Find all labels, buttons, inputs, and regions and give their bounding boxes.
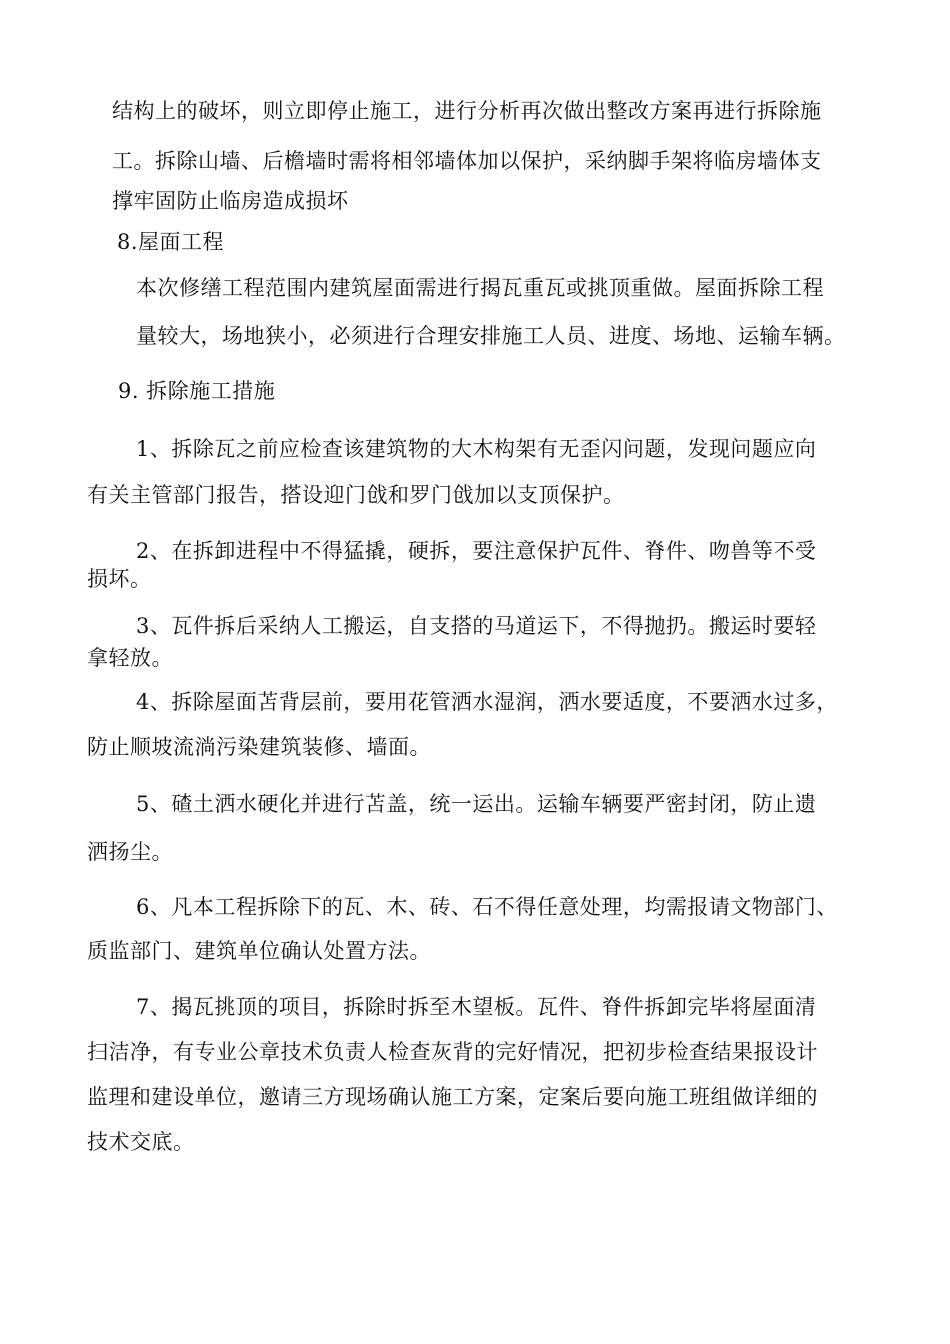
section-8-heading: 8.屋面工程 (117, 230, 225, 254)
item-3-line-2: 拿轻放。 (87, 646, 173, 670)
item-1-line-1: 1、拆除瓦之前应检查该建筑物的大木构架有无歪闪问题，发现问题应向 (136, 437, 817, 461)
item-7-line-4: 技术交底。 (87, 1130, 195, 1154)
item-2-line-1: 2、在拆卸进程中不得猛撬，硬拆，要注意保护瓦件、脊件、吻兽等不受 (136, 539, 817, 563)
item-4-line-2: 防止顺坡流淌污染建筑装修、墙面。 (87, 735, 431, 759)
intro-line-3: 撑牢固防止临房造成损坏 (112, 189, 349, 213)
section-8-line-1: 本次修缮工程范围内建筑屋面需进行揭瓦重瓦或挑顶重做。屋面拆除工程 (136, 276, 824, 300)
item-4-line-1: 4、拆除屋面苫背层前，要用花管洒水湿润，洒水要适度，不要洒水过多， (136, 690, 838, 714)
intro-line-1: 结构上的破坏，则立即停止施工，进行分析再次做出整改方案再进行拆除施 (112, 99, 822, 123)
intro-line-2: 工。拆除山墙、后檐墙时需将相邻墙体加以保护，采纳脚手架将临房墙体支 (112, 149, 822, 173)
item-7-line-3: 监理和建设单位，邀请三方现场确认施工方案，定案后要向施工班组做详细的 (87, 1085, 818, 1109)
item-7-line-2: 扫洁净，有专业公章技术负责人检查灰背的完好情况，把初步检查结果报设计 (87, 1040, 818, 1064)
item-5-line-2: 洒扬尘。 (87, 840, 173, 864)
item-2-line-2: 损坏。 (87, 567, 152, 591)
section-8-line-2: 量较大，场地狭小，必须进行合理安排施工人员、进度、场地、运输车辆。 (136, 324, 846, 348)
item-7-line-1: 7、揭瓦挑顶的项目，拆除时拆至木望板。瓦件、脊件拆卸完毕将屋面清 (136, 995, 817, 1019)
item-1-line-2: 有关主管部门报告，搭设迎门戗和罗门戗加以支顶保护。 (87, 483, 625, 507)
item-5-line-1: 5、碴土洒水硬化并进行苫盖，统一运出。运输车辆要严密封闭，防止遗 (136, 792, 817, 816)
item-3-line-1: 3、瓦件拆后采纳人工搬运，自支搭的马道运下，不得抛扔。搬运时要轻 (136, 614, 817, 638)
item-6-line-1: 6、凡本工程拆除下的瓦、木、砖、石不得任意处理，均需报请文物部门、 (136, 895, 838, 919)
section-9-heading: 9. 拆除施工措施 (118, 379, 276, 403)
item-6-line-2: 质监部门、建筑单位确认处置方法。 (87, 939, 431, 963)
